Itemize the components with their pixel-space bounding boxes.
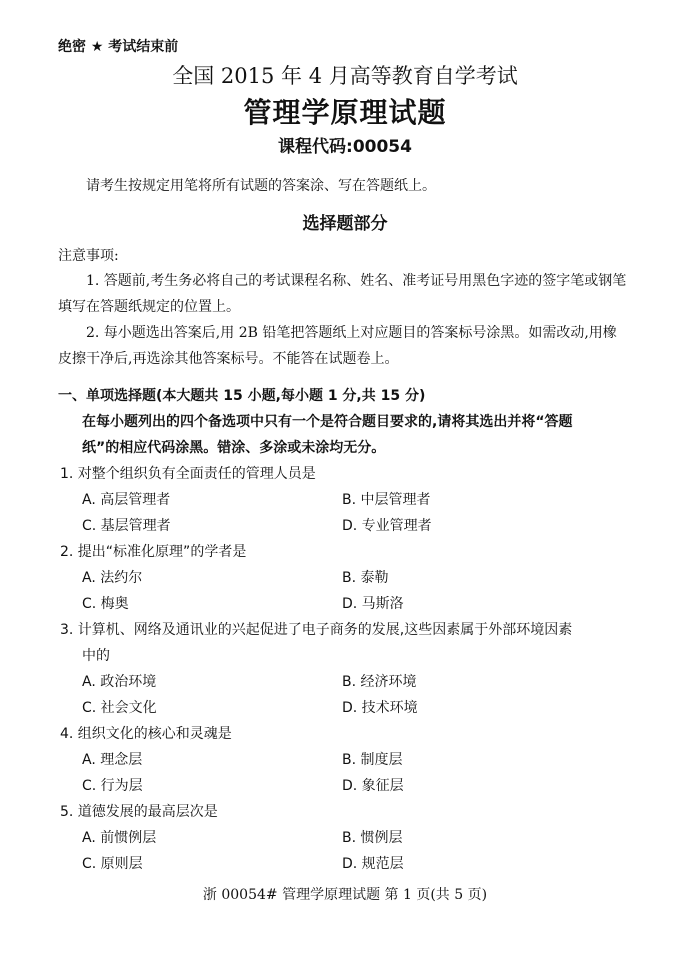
part1-intro-line-2: 纸”的相应代码涂黑。错涂、多涂或未涂均无分。 xyxy=(82,440,386,456)
option-a: A. 高层管理者 xyxy=(82,492,171,508)
section-title: 选择题部分 xyxy=(302,214,388,234)
option-c: C. 行为层 xyxy=(82,778,143,794)
option-c: C. 基层管理者 xyxy=(82,518,171,534)
question-stem: 2. 提出“标准化原理”的学者是 xyxy=(60,544,247,560)
notes-heading: 注意事项: xyxy=(58,248,119,264)
question-stem: 5. 道德发展的最高层次是 xyxy=(60,804,218,820)
option-c: C. 梅奥 xyxy=(82,596,129,612)
note-1-line-1: 1. 答题前,考生务必将自己的考试课程名称、姓名、准考证号用黑色字迹的签字笔或钢笔 xyxy=(86,273,627,289)
option-a: A. 前惯例层 xyxy=(82,830,157,846)
option-a: A. 理念层 xyxy=(82,752,143,768)
option-b: B. 经济环境 xyxy=(342,674,417,690)
option-d: D. 专业管理者 xyxy=(342,518,432,534)
option-b: B. 泰勒 xyxy=(342,570,389,586)
option-a: A. 法约尔 xyxy=(82,570,143,586)
option-b: B. 中层管理者 xyxy=(342,492,431,508)
note-1-line-2: 填写在答题纸规定的位置上。 xyxy=(58,299,240,315)
option-c: C. 社会文化 xyxy=(82,700,157,716)
question-stem: 4. 组织文化的核心和灵魂是 xyxy=(60,726,232,742)
option-a: A. 政治环境 xyxy=(82,674,157,690)
option-d: D. 技术环境 xyxy=(342,700,418,716)
option-c: C. 原则层 xyxy=(82,856,143,872)
part1-intro-line-1: 在每小题列出的四个备选项中只有一个是符合题目要求的,请将其选出并将“答题 xyxy=(82,414,573,430)
instruction: 请考生按规定用笔将所有试题的答案涂、写在答题纸上。 xyxy=(86,178,436,194)
page-footer: 浙 00054# 管理学原理试题 第 1 页(共 5 页) xyxy=(202,887,488,903)
option-d: D. 规范层 xyxy=(342,856,404,872)
confidential-label: 绝密 ★ 考试结束前 xyxy=(58,39,179,55)
option-d: D. 象征层 xyxy=(342,778,404,794)
page-title: 管理学原理试题 xyxy=(243,96,447,129)
course-code: 课程代码:00054 xyxy=(278,137,412,157)
part1-heading: 一、单项选择题(本大题共 15 小题,每小题 1 分,共 15 分) xyxy=(58,388,426,404)
option-b: B. 惯例层 xyxy=(342,830,403,846)
option-b: B. 制度层 xyxy=(342,752,403,768)
question-stem: 3. 计算机、网络及通讯业的兴起促进了电子商务的发展,这些因素属于外部环境因素 xyxy=(60,622,573,638)
question-stem: 1. 对整个组织负有全面责任的管理人员是 xyxy=(60,466,316,482)
question-stem-continued: 中的 xyxy=(82,648,110,664)
option-d: D. 马斯洛 xyxy=(342,596,404,612)
note-2-line-1: 2. 每小题选出答案后,用 2B 铅笔把答题纸上对应题目的答案标号涂黑。如需改动,用橡 xyxy=(86,325,617,341)
exam-name: 全国 2015 年 4 月高等教育自学考试 xyxy=(172,64,518,88)
note-2-line-2: 皮擦干净后,再选涂其他答案标号。不能答在试题卷上。 xyxy=(58,351,399,367)
